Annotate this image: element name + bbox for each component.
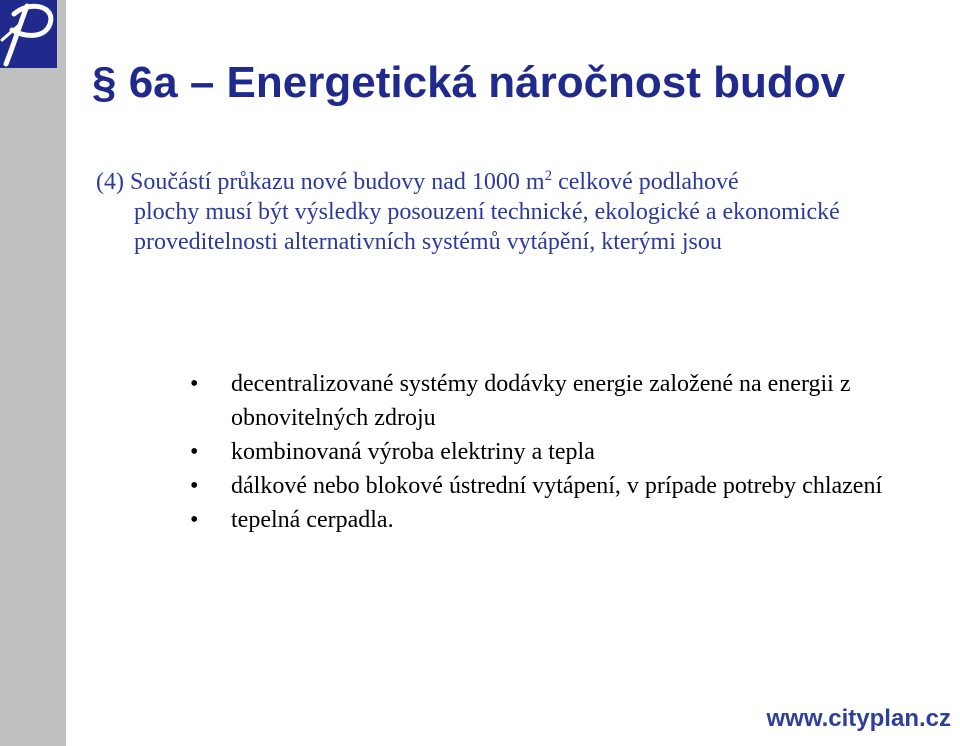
intro-continuation: plochy musí být výsledky posouzení technické, ekologické a ekonomické proveditelnosti alternativních systémů vytápění, kterými jsou bbox=[134, 199, 840, 255]
intro-first-line-pre: (4) Součástí průkazu nové budovy nad 1000 m bbox=[96, 169, 545, 195]
bullet-item bbox=[190, 469, 930, 503]
slide-title: § 6a – Energetická náročnost budov bbox=[92, 58, 846, 107]
cityplan-logo bbox=[0, 0, 57, 68]
intro-superscript: 2 bbox=[544, 168, 553, 184]
intro-first-line-post: celkové podlahové bbox=[552, 169, 739, 195]
bullet-item bbox=[190, 503, 930, 537]
bullet-dot: • bbox=[190, 371, 199, 397]
side-strip bbox=[0, 0, 66, 746]
logo-p-icon bbox=[0, 0, 57, 68]
bullet-text: dálkové nebo blokové ústrední vytápení, v prípade potreby chlazení bbox=[231, 473, 883, 499]
bullet-text: tepelná cerpadla. bbox=[231, 507, 394, 533]
bullet-text: kombinovaná výroba elektriny a tepla bbox=[231, 439, 595, 465]
bullet-dot: • bbox=[190, 507, 199, 533]
bullet-item bbox=[190, 367, 930, 435]
bullet-list bbox=[190, 367, 930, 537]
bullet-dot: • bbox=[190, 473, 199, 499]
bullet-dot: • bbox=[190, 439, 199, 465]
bullet-text: decentralizované systémy dodávky energie založené na energii z obnovitelných zdroju bbox=[231, 371, 851, 431]
intro-paragraph bbox=[96, 167, 896, 257]
bullet-item bbox=[190, 435, 930, 469]
intro-first-line bbox=[96, 167, 896, 197]
footer-website-link[interactable]: www.cityplan.cz bbox=[766, 705, 951, 732]
